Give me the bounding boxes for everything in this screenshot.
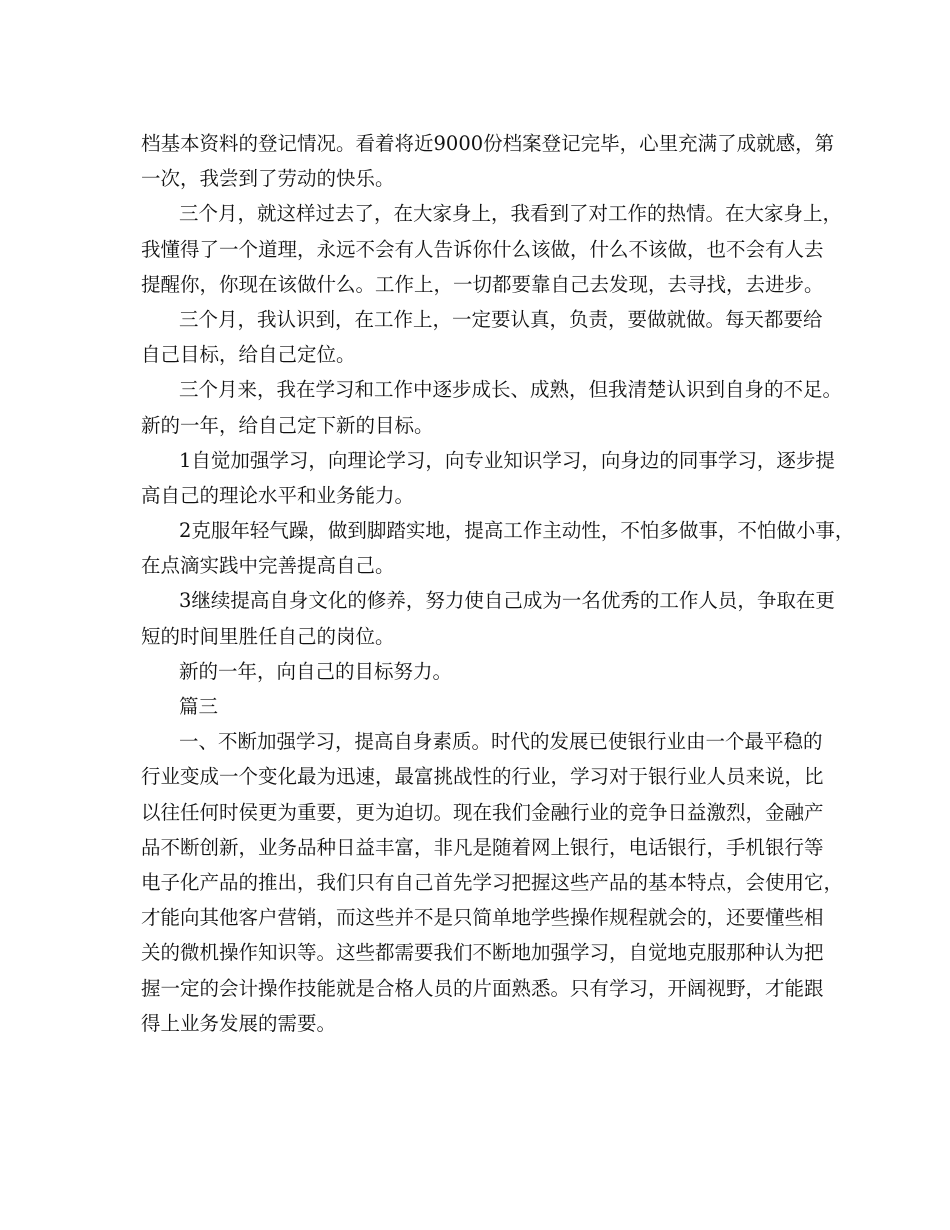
- section-heading: 篇三: [179, 695, 219, 718]
- text-line: 高自己的理论水平和业务能力。: [141, 483, 415, 507]
- text-line: 三个月，我认识到，在工作上，一定要认真，负责，要做就做。每天都要给: [179, 307, 823, 331]
- text-line: 三个月，就这样过去了，在大家身上，我看到了对工作的热情。在大家身上，: [179, 202, 843, 226]
- text-line: 才能向其他客户营销，而这些并不是只简单地学些操作规程就会的，还要懂些相: [141, 906, 824, 930]
- text-line: 以往任何时侯更为重要，更为迫切。现在我们金融行业的竞争日益激烈，金融产: [141, 800, 824, 824]
- text-line: 品不断创新，业务品种日益丰富，非凡是随着网上银行，电话银行，手机银行等: [141, 835, 824, 859]
- text-line: 档基本资料的登记情况。看着将近9000份档案登记完毕，心里充满了成就感，第: [141, 132, 835, 155]
- text-line: 2克服年轻气躁，做到脚踏实地，提高工作主动性，不怕多做事，不怕做小事，: [179, 519, 855, 543]
- text-line: 关的微机操作知识等。这些都需要我们不断地加强学习，自觉地克服那种认为把: [141, 941, 824, 965]
- text-line: 一次，我尝到了劳动的快乐。: [141, 167, 395, 191]
- text-line: 短的时间里胜任自己的岗位。: [141, 624, 395, 648]
- text-line: 自己目标，给自己定位。: [141, 343, 356, 367]
- text-line: 新的一年，向自己的目标努力。: [179, 659, 453, 683]
- text-line: 一、不断加强学习，提高自身素质。时代的发展已使银行业由一个最平稳的: [179, 730, 823, 754]
- text-line: 电子化产品的推出，我们只有自己首先学习把握这些产品的基本特点，会使用它，: [141, 870, 844, 894]
- text-line: 提醒你，你现在该做什么。工作上，一切都要靠自己去发现，去寻找，去进步。: [141, 272, 824, 296]
- document-body: [141, 126, 855, 1041]
- text-line: 得上业务发展的需要。: [141, 1011, 337, 1035]
- text-line: 行业变成一个变化最为迅速，最富挑战性的行业，学习对于银行业人员来说，比: [141, 765, 824, 789]
- text-line: 新的一年，给自己定下新的目标。: [141, 413, 434, 437]
- text-line: 我懂得了一个道理，永远不会有人告诉你什么该做，什么不该做，也不会有人去: [141, 237, 824, 261]
- text-line: 握一定的会计操作技能就是合格人员的片面熟悉。只有学习，开阔视野，才能跟: [141, 976, 824, 1000]
- text-line: 1自觉加强学习，向理论学习，向专业知识学习，向身边的同事学习，逐步提: [179, 448, 835, 472]
- text-line: 三个月来，我在学习和工作中逐步成长、成熟，但我清楚认识到自身的不足。: [179, 378, 843, 402]
- text-line: 3继续提高自身文化的修养，努力使自己成为一名优秀的工作人员，争取在更: [179, 589, 835, 613]
- text-line: 在点滴实践中完善提高自己。: [141, 554, 395, 578]
